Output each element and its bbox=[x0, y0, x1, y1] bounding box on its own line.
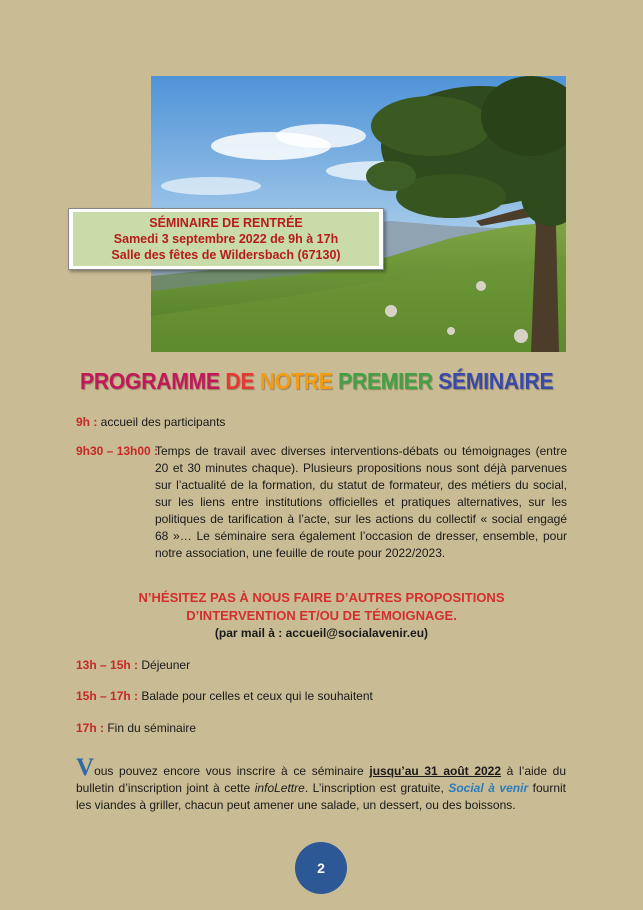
cta-line-1: N’HÉSITEZ PAS À NOUS FAIRE D’AUTRES PROPOSITIONS bbox=[138, 590, 505, 605]
schedule-time: 9h30 – 13h00 : bbox=[76, 444, 159, 458]
registration-deadline: jusqu’au 31 août 2022 bbox=[369, 764, 502, 778]
schedule-text: Fin du séminaire bbox=[104, 721, 197, 735]
schedule-work-description: Temps de travail avec diverses interventions-débats ou témoignages (entre 20 et 30 minutes chaque). Plusieurs propositions nous sont déjà parvenues sur l’actualité de la formation, du statut de formateur, des métiers du social, sur les liens entre institutions officielles et pratiques alternatives, sur les politiques de tarification à l’acte, sur les actions du collectif « social engagé 68 »… Le séminaire sera également l’occasion de dresser, ensemble, pour notre association, une feuille de route pour 2022/2023. bbox=[155, 444, 567, 560]
schedule-text: accueil des participants bbox=[97, 415, 226, 429]
title-part-3: NOTRE bbox=[259, 368, 339, 394]
title-part-2: DE bbox=[225, 368, 260, 394]
schedule-text: Balade pour celles et ceux qui le souhaitent bbox=[138, 689, 373, 703]
schedule-item-lunch bbox=[76, 657, 190, 674]
programme-title bbox=[80, 368, 554, 395]
title-part-5: SÉMINAIRE bbox=[438, 368, 554, 394]
schedule-item-work-time bbox=[76, 443, 158, 460]
schedule-item-walk bbox=[76, 688, 373, 705]
seminar-venue: Salle des fêtes de Wildersbach (67130) bbox=[111, 248, 341, 262]
closing-part-3: . L’inscription est gratuite, bbox=[304, 781, 449, 795]
schedule-time: 15h – 17h : bbox=[76, 689, 139, 703]
schedule-time: 13h – 15h : bbox=[76, 658, 139, 672]
title-part-4: PREMIER bbox=[338, 368, 439, 394]
call-for-proposals bbox=[80, 589, 563, 625]
cta-line-2: D’INTERVENTION ET/OU DE TÉMOIGNAGE. bbox=[186, 608, 457, 623]
seminar-date: Samedi 3 septembre 2022 de 9h à 17h bbox=[113, 232, 339, 246]
schedule-text: Déjeuner bbox=[138, 658, 191, 672]
seminar-info-box bbox=[68, 208, 384, 270]
seminar-label: SÉMINAIRE DE RENTRÉE bbox=[149, 216, 303, 230]
schedule-item-end bbox=[76, 720, 196, 737]
drop-cap: V bbox=[76, 754, 95, 781]
closing-part-1: ous pouvez encore vous inscrire à ce séminaire bbox=[94, 764, 370, 778]
mail-contact: (par mail à : accueil@socialavenir.eu) bbox=[214, 626, 429, 640]
infolettre-name: infoLettre bbox=[254, 781, 305, 795]
page-number: 2 bbox=[295, 842, 347, 894]
schedule-time: 9h : bbox=[76, 415, 98, 429]
schedule-time: 17h : bbox=[76, 721, 105, 735]
closing-part-4: fournit les viandes à griller, chacun peut amener une salade, un dessert, ou des boissons. bbox=[76, 781, 567, 812]
title-part-1: PROGRAMME bbox=[80, 368, 226, 394]
closing-part-2: à l’aide du bulletin d’inscription joint à cette bbox=[76, 764, 566, 795]
closing-paragraph bbox=[76, 754, 567, 814]
brand-name: Social à venir bbox=[448, 781, 529, 795]
schedule-item-welcome bbox=[76, 414, 225, 431]
